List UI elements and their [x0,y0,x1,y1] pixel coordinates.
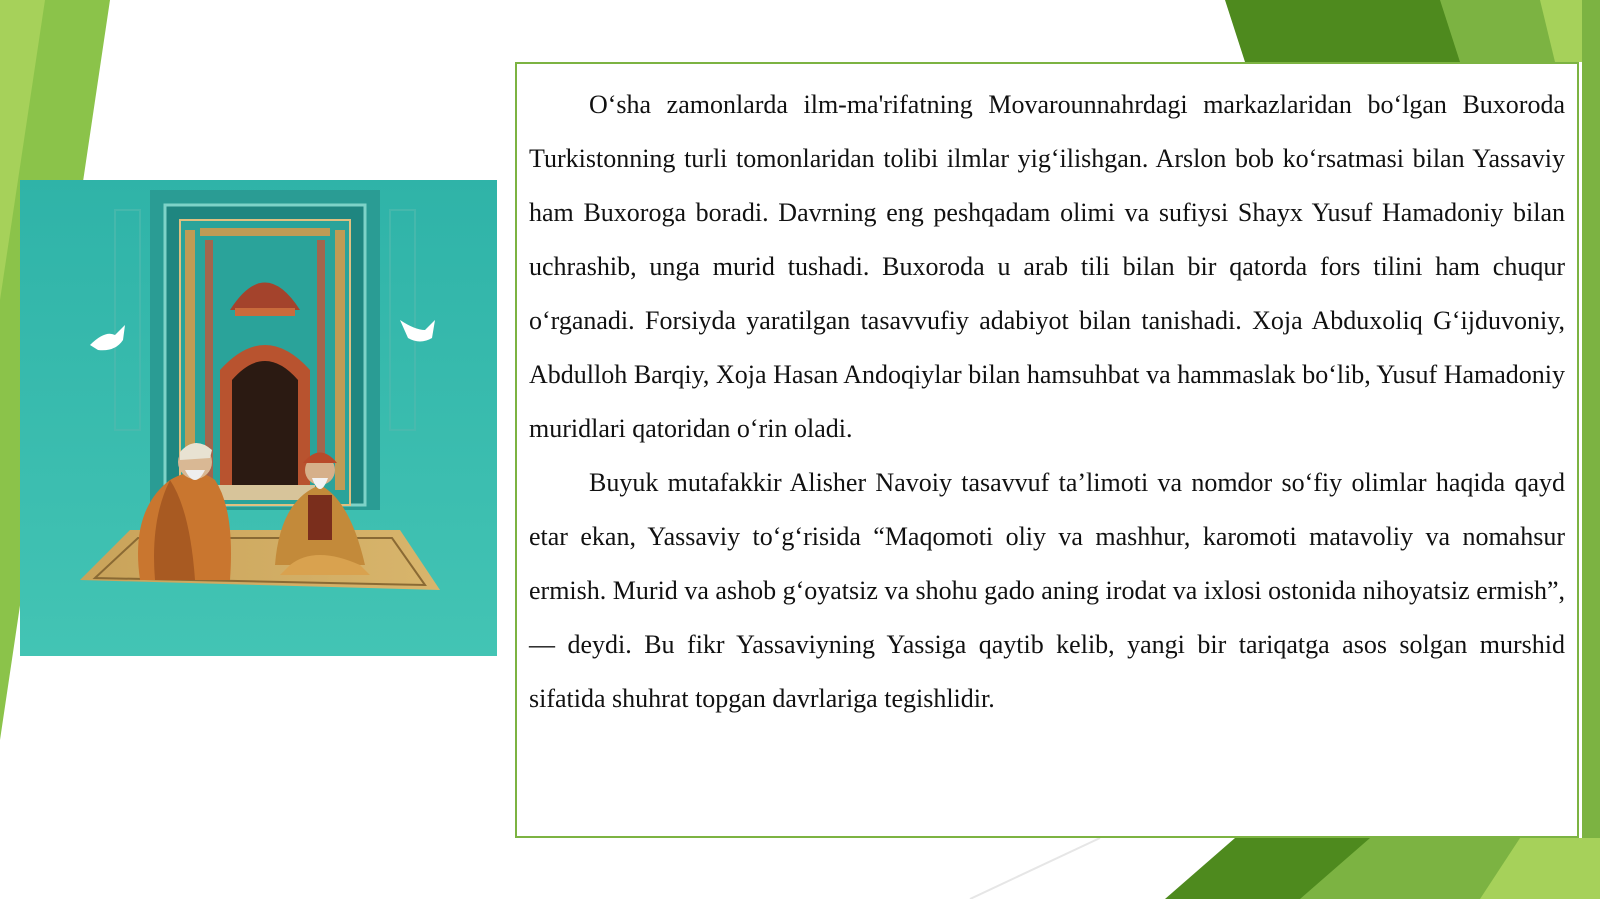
paragraph-2: Buyuk mutafakkir Alisher Navoiy tasavvuf ta’limoti va nomdor so‘fiy olimlar haqida qayd etar ekan, Yassaviy to‘g‘risida “Maqomoti oliy va mashhur, karomoti matavoliy va nomahsur ermish. Murid va ashob g‘oyatsiz va shohu gado aning irodat va ixlosi ostonida nihoyatsiz ermish”, — deydi. Bu fikr Yassaviyning Yassiga qaytib kelib, yangi bir tariqatga asos solgan murshid sifatida shuhrat topgan davrlariga tegishlidir. [529,468,1565,713]
text-box [515,62,1579,838]
right-edge-green-shape [1582,0,1600,899]
paragraph-1: O‘sha zamonlarda ilm-ma'rifatning Movarounnahrdagi markazlaridan bo‘lgan Buxoroda Turkistonning turli tomonlaridan tolibi ilmlar yig‘ilishgan. Arslon bob ko‘rsatmasi bilan Yassaviy ham Buxoroga boradi. Davrning eng peshqadam olimi va sufiysi Shayx Yusuf Hamadoniy bilan uchrashib, unga murid tushadi. Buxoroda u arab tili bilan bir qatorda fors tilini ham chuqur o‘rganadi. Forsiyda yaratilgan tasavvufiy adabiyot bilan tanishadi. Xoja Abduxoliq G‘ijduvoniy, Abdulloh Barqiy, Xoja Hasan Andoqiylar bilan hamsuhbat va hammaslak bo‘lib, Yusuf Hamadoniy muridlari qatoridan o‘rin oladi. [529,90,1565,443]
illustration-painting [20,180,497,656]
